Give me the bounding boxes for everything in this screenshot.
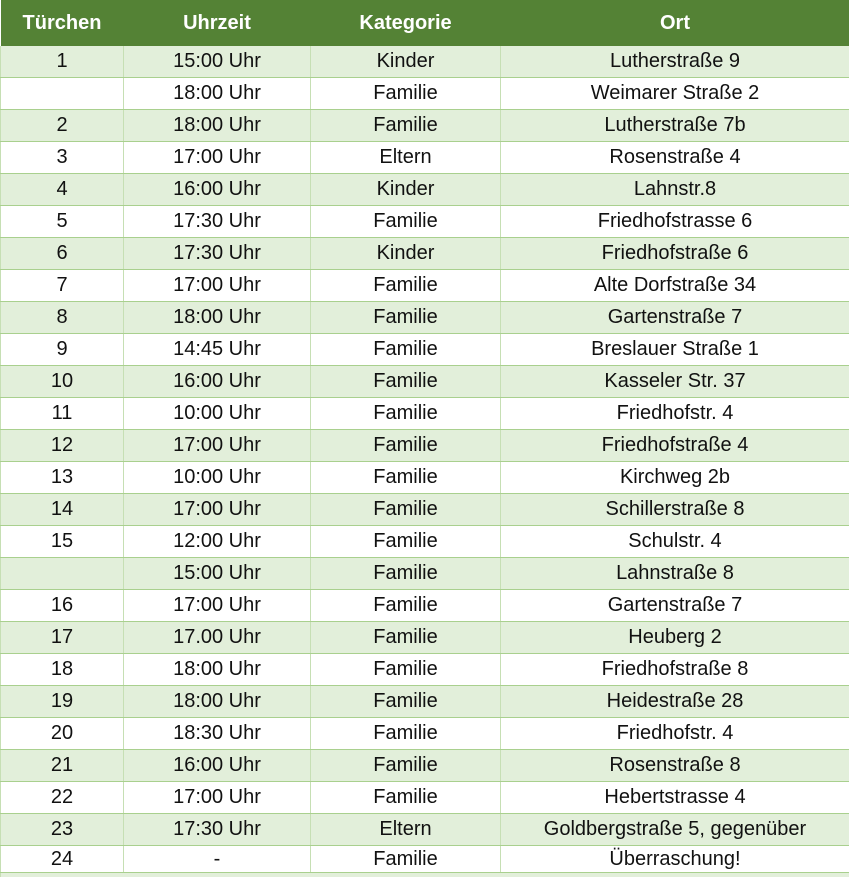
cell-uhrzeit: 18:00 Uhr — [124, 302, 311, 334]
header-kategorie: Kategorie — [311, 0, 501, 46]
cell-ort: Friedhofstr. 4 — [501, 398, 849, 430]
cell-tuerchen: 20 — [1, 718, 124, 750]
cell-uhrzeit: 17:00 Uhr — [124, 142, 311, 174]
cell-tuerchen — [1, 558, 124, 590]
cell-kategorie: Familie — [311, 782, 501, 814]
cell-kategorie: Familie — [311, 558, 501, 590]
table-row — [1, 46, 849, 78]
table-row — [1, 78, 849, 110]
table-row — [1, 430, 849, 462]
table-row — [1, 686, 849, 718]
cell-kategorie: Familie — [311, 526, 501, 558]
cell-ort: Friedhofstrasse 6 — [501, 206, 849, 238]
cell-kategorie: Familie — [311, 686, 501, 718]
cell-kategorie: Familie — [311, 462, 501, 494]
cell-uhrzeit: 18:00 Uhr — [124, 654, 311, 686]
cell-ort: Überraschung! — [501, 846, 849, 873]
cell-ort: Schulstr. 4 — [501, 526, 849, 558]
table-row — [1, 110, 849, 142]
cell-kategorie: Familie — [311, 750, 501, 782]
cell-kategorie: Kinder — [311, 46, 501, 78]
cell-ort: Schillerstraße 8 — [501, 494, 849, 526]
cell-ort: Lahnstraße 8 — [501, 558, 849, 590]
cell-uhrzeit: 18:00 Uhr — [124, 78, 311, 110]
cell-tuerchen: 10 — [1, 366, 124, 398]
cell-uhrzeit: 14:45 Uhr — [124, 334, 311, 366]
table-row — [1, 174, 849, 206]
cell-kategorie: Familie — [311, 718, 501, 750]
cell-ort: Gartenstraße 7 — [501, 590, 849, 622]
table-row — [1, 718, 849, 750]
cell-uhrzeit: 15:00 Uhr — [124, 46, 311, 78]
header-ort: Ort — [501, 0, 849, 46]
cell-kategorie: Eltern — [311, 814, 501, 846]
cell-uhrzeit: 18:00 Uhr — [124, 110, 311, 142]
table-row — [1, 654, 849, 686]
cell-ort: Kasseler Str. 37 — [501, 366, 849, 398]
cell-tuerchen: 7 — [1, 270, 124, 302]
cell-tuerchen: 24 — [1, 846, 124, 873]
table-row — [1, 750, 849, 782]
header-uhrzeit: Uhrzeit — [124, 0, 311, 46]
cell-ort: Friedhofstr. 4 — [501, 718, 849, 750]
cell-uhrzeit: 16:00 Uhr — [124, 750, 311, 782]
cell-ort: Lahnstr.8 — [501, 174, 849, 206]
cell-kategorie: Familie — [311, 334, 501, 366]
cell-tuerchen: 11 — [1, 398, 124, 430]
cell-tuerchen: 5 — [1, 206, 124, 238]
cell-ort: Hebertstrasse 4 — [501, 782, 849, 814]
cell-kategorie: Familie — [311, 110, 501, 142]
cell-ort: Rosenstraße 4 — [501, 142, 849, 174]
cell-tuerchen: 2 — [1, 110, 124, 142]
cell-ort: Alte Dorfstraße 34 — [501, 270, 849, 302]
cell-tuerchen: 18 — [1, 654, 124, 686]
cell-kategorie: Familie — [311, 366, 501, 398]
cell-uhrzeit: 17:00 Uhr — [124, 430, 311, 462]
table-row — [1, 590, 849, 622]
cell-tuerchen: 14 — [1, 494, 124, 526]
cell-tuerchen: 1 — [1, 46, 124, 78]
cell-uhrzeit: - — [124, 846, 311, 873]
cell-ort: Gartenstraße 7 — [501, 302, 849, 334]
cell-uhrzeit: 18:00 Uhr — [124, 686, 311, 718]
header-tuerchen: Türchen — [1, 0, 124, 46]
cell-kategorie: Familie — [311, 78, 501, 110]
table-row — [1, 622, 849, 654]
table-row — [1, 846, 849, 873]
cell-ort: Goldbergstraße 5, gegenüber — [501, 814, 849, 846]
cell-uhrzeit: 17.00 Uhr — [124, 622, 311, 654]
cell-kategorie: Eltern — [311, 142, 501, 174]
cell-tuerchen: 22 — [1, 782, 124, 814]
table-row — [1, 206, 849, 238]
cell-kategorie: Familie — [311, 494, 501, 526]
cell-uhrzeit: 16:00 Uhr — [124, 366, 311, 398]
cell-uhrzeit: 15:00 Uhr — [124, 558, 311, 590]
cell-kategorie: Familie — [311, 654, 501, 686]
table-row — [1, 558, 849, 590]
cell-kategorie: Familie — [311, 590, 501, 622]
cell-kategorie: Familie — [311, 846, 501, 873]
cell-uhrzeit: 17:00 Uhr — [124, 782, 311, 814]
cell-uhrzeit: 17:00 Uhr — [124, 270, 311, 302]
cell-tuerchen: 4 — [1, 174, 124, 206]
cell-tuerchen: 12 — [1, 430, 124, 462]
cell-kategorie: Familie — [311, 398, 501, 430]
table-row — [1, 526, 849, 558]
cell-tuerchen: 6 — [1, 238, 124, 270]
cell-ort: Breslauer Straße 1 — [501, 334, 849, 366]
table-row — [1, 302, 849, 334]
cell-ort: Lutherstraße 9 — [501, 46, 849, 78]
cell-ort: Weimarer Straße 2 — [501, 78, 849, 110]
table-row — [1, 462, 849, 494]
table-row — [1, 142, 849, 174]
table-row — [1, 814, 849, 846]
cell-tuerchen: 17 — [1, 622, 124, 654]
cell-kategorie: Familie — [311, 302, 501, 334]
cell-uhrzeit: 17:00 Uhr — [124, 590, 311, 622]
cell-kategorie: Familie — [311, 270, 501, 302]
cell-uhrzeit: 17:30 Uhr — [124, 814, 311, 846]
cell-tuerchen: 9 — [1, 334, 124, 366]
cell-uhrzeit: 12:00 Uhr — [124, 526, 311, 558]
cell-tuerchen — [1, 78, 124, 110]
cell-tuerchen: 3 — [1, 142, 124, 174]
cell-uhrzeit: 17:30 Uhr — [124, 206, 311, 238]
cell-tuerchen: 19 — [1, 686, 124, 718]
cell-ort: Kirchweg 2b — [501, 462, 849, 494]
table-body — [1, 46, 849, 873]
cell-ort: Rosenstraße 8 — [501, 750, 849, 782]
cell-uhrzeit: 10:00 Uhr — [124, 398, 311, 430]
table-row — [1, 366, 849, 398]
table-row — [1, 334, 849, 366]
cell-ort: Friedhofstraße 8 — [501, 654, 849, 686]
cell-ort: Friedhofstraße 6 — [501, 238, 849, 270]
cell-tuerchen: 23 — [1, 814, 124, 846]
table-row — [1, 494, 849, 526]
cell-tuerchen: 16 — [1, 590, 124, 622]
header-row — [1, 0, 849, 46]
cell-kategorie: Kinder — [311, 174, 501, 206]
cell-kategorie: Familie — [311, 622, 501, 654]
cell-ort: Heidestraße 28 — [501, 686, 849, 718]
table-row — [1, 398, 849, 430]
cell-uhrzeit: 17:30 Uhr — [124, 238, 311, 270]
cell-tuerchen: 21 — [1, 750, 124, 782]
table-row — [1, 782, 849, 814]
table-row — [1, 270, 849, 302]
cell-kategorie: Familie — [311, 206, 501, 238]
table-row — [1, 238, 849, 270]
cell-uhrzeit: 18:30 Uhr — [124, 718, 311, 750]
cell-uhrzeit: 10:00 Uhr — [124, 462, 311, 494]
cell-uhrzeit: 16:00 Uhr — [124, 174, 311, 206]
cell-tuerchen: 15 — [1, 526, 124, 558]
cell-kategorie: Familie — [311, 430, 501, 462]
cell-ort: Lutherstraße 7b — [501, 110, 849, 142]
cell-ort: Heuberg 2 — [501, 622, 849, 654]
cell-kategorie: Kinder — [311, 238, 501, 270]
cell-ort: Friedhofstraße 4 — [501, 430, 849, 462]
cell-uhrzeit: 17:00 Uhr — [124, 494, 311, 526]
cell-tuerchen: 8 — [1, 302, 124, 334]
cell-tuerchen: 13 — [1, 462, 124, 494]
table-footer-strip — [0, 873, 849, 877]
